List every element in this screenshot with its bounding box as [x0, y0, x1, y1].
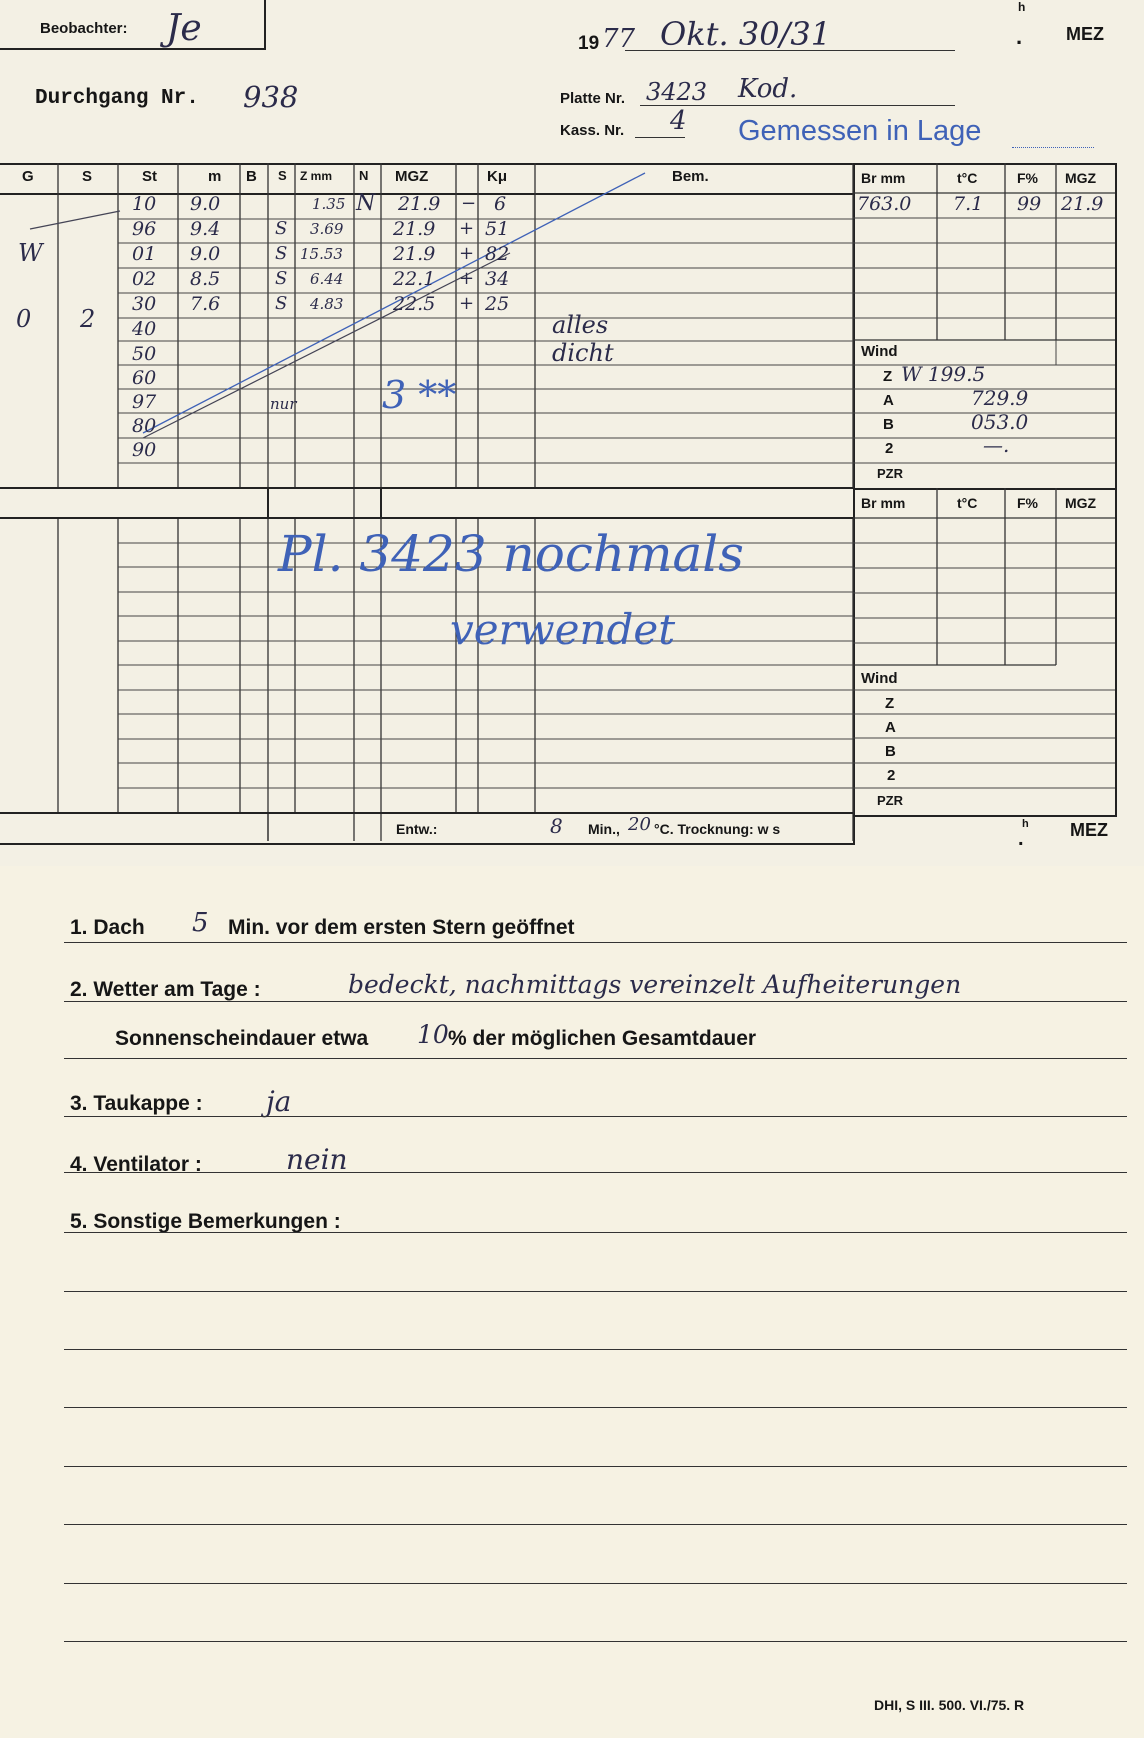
wb-pzr-label: PZR — [877, 793, 903, 808]
date-value: Okt. 30/31 — [660, 15, 832, 53]
weather-top-values — [853, 193, 1115, 493]
plate-value: 3423 — [646, 78, 708, 106]
row-0-n: N — [356, 191, 376, 216]
row-8-st: 97 — [132, 391, 157, 413]
row-3-ksign: + — [459, 268, 475, 289]
header-dot: . — [1016, 24, 1023, 49]
s-mark-2: 2 — [80, 305, 96, 333]
line-12 — [64, 1583, 1127, 1584]
row-3-mgz: 22.1 — [393, 268, 436, 290]
wb-wind-label: Wind — [861, 670, 898, 687]
row-2-mgz: 21.9 — [393, 243, 436, 265]
col-bem: Bem. — [672, 168, 709, 185]
footer-dot: . — [1018, 828, 1024, 850]
wt-a-label: A — [883, 392, 894, 409]
wt-h-t: t°C — [957, 170, 978, 186]
year-prefix: 19 — [578, 33, 600, 54]
item2-value: bedeckt, nachmittags vereinzelt Aufheiterungen — [348, 970, 962, 999]
col-k: Kμ — [487, 168, 508, 185]
row-4-ksign: + — [459, 293, 475, 314]
row-1-s: S — [275, 218, 288, 239]
cassette-underline — [635, 137, 685, 138]
plate-label: Platte Nr. — [560, 90, 626, 107]
row-1-ksign: + — [459, 218, 475, 239]
item5-label: 5. Sonstige Bemerkungen : — [70, 1210, 341, 1233]
row-2-z: 15.53 — [300, 245, 343, 263]
footer-mez: MEZ — [1070, 820, 1108, 840]
row-3-k: 34 — [485, 268, 510, 290]
row-4-m: 7.6 — [190, 293, 221, 315]
pass-value: 938 — [243, 80, 299, 114]
row-9-st: 80 — [132, 415, 157, 437]
col-s2: S — [278, 168, 287, 183]
line-9 — [64, 1407, 1127, 1408]
row-1-mgz: 21.9 — [393, 218, 436, 240]
row-7-st: 60 — [132, 367, 157, 389]
plate-underline — [640, 105, 955, 106]
line-13 — [64, 1641, 1127, 1642]
row-3-m: 8.5 — [190, 268, 221, 290]
row-1-z: 3.69 — [310, 220, 344, 238]
col-n: N — [359, 168, 369, 183]
item1-value: 5 — [192, 908, 209, 938]
sun-pre: Sonnenscheindauer etwa — [115, 1027, 369, 1050]
row-3-s: S — [275, 268, 288, 289]
entw-trocknung: °C. Trocknung: w s — [654, 821, 781, 837]
col-b: B — [246, 168, 257, 185]
wb-h-br: Br mm — [861, 495, 906, 511]
entw-temp: 20 — [628, 814, 651, 835]
wt-h-br: Br mm — [861, 170, 906, 186]
wb-b-label: B — [885, 743, 896, 760]
row-2-k: 82 — [485, 243, 510, 265]
wb-h-mgz: MGZ — [1065, 495, 1097, 511]
observer-label: Beobachter: — [40, 20, 128, 37]
row-10-st: 90 — [132, 439, 157, 461]
note-stars: 3 ** — [382, 373, 457, 417]
wb-2-label: 2 — [887, 767, 896, 784]
row-4-k: 25 — [485, 293, 510, 315]
wt-h-f: F% — [1017, 170, 1038, 186]
wt-b-label: B — [883, 416, 894, 433]
wt-b-value: 053.0 — [971, 410, 1029, 434]
item4-value: nein — [286, 1143, 348, 1176]
obs-rows — [0, 191, 614, 463]
wt-br-value: 763.0 — [857, 193, 912, 215]
line-2 — [64, 1001, 1127, 1002]
row-4-mgz: 22.5 — [393, 293, 436, 315]
row-1-k: 51 — [485, 218, 510, 240]
wt-pzr-label: PZR — [877, 466, 903, 481]
g-mark-0: 0 — [16, 305, 32, 333]
wt-f-value: 99 — [1017, 193, 1042, 215]
plate-extra: Kod. — [738, 74, 798, 104]
line-4 — [64, 1116, 1127, 1117]
line-10 — [64, 1466, 1127, 1467]
row-4-z: 4.83 — [310, 295, 344, 313]
observer-value: Je — [166, 8, 202, 49]
item3-label: 3. Taukappe : — [70, 1092, 203, 1115]
row-2-s: S — [275, 243, 288, 264]
wt-2-value: —. — [983, 433, 1010, 457]
row-3-st: 02 — [132, 268, 157, 290]
form-code: DHI, S III. 500. VI./75. R — [874, 1697, 1025, 1713]
wb-h-t: t°C — [957, 495, 978, 511]
line-5 — [64, 1172, 1127, 1173]
wt-z-value: W 199.5 — [901, 362, 986, 386]
row-5-st: 40 — [132, 318, 157, 340]
line-8 — [64, 1349, 1127, 1350]
footer-h: h — [1022, 818, 1029, 830]
row-1-m: 9.4 — [190, 218, 221, 240]
note-nur: nur — [270, 395, 297, 413]
g-mark-w: W — [18, 239, 43, 267]
stamp-underline — [1012, 147, 1094, 148]
line-1 — [64, 942, 1127, 943]
item4-label: 4. Ventilator : — [70, 1153, 202, 1176]
plate-note-1: Pl. 3423 nochmals — [278, 525, 744, 583]
row-0-mgz: 21.9 — [398, 193, 441, 215]
wt-wind-label: Wind — [861, 343, 898, 360]
wb-h-f: F% — [1017, 495, 1038, 511]
table-footer — [0, 814, 853, 841]
line-3 — [64, 1058, 1127, 1059]
col-g: G — [22, 168, 34, 185]
sun-value: 10 — [417, 1020, 449, 1049]
weather-bottom-lines — [853, 488, 1117, 818]
wt-a-value: 729.9 — [971, 386, 1029, 410]
line-11 — [64, 1524, 1127, 1525]
wt-h-mgz: MGZ — [1065, 170, 1097, 186]
row-6-st: 50 — [132, 343, 157, 365]
row-3-z: 6.44 — [310, 270, 344, 288]
note-alles-dicht: alles dicht — [552, 311, 614, 367]
row-2-st: 01 — [132, 243, 157, 265]
item2-label: 2. Wetter am Tage : — [70, 978, 261, 1001]
header-mez: MEZ — [1066, 24, 1104, 44]
wt-t-value: 7.1 — [953, 193, 984, 215]
col-s: S — [82, 168, 93, 185]
wt-2-label: 2 — [885, 440, 894, 457]
wb-a-label: A — [885, 719, 896, 736]
line-7 — [64, 1291, 1127, 1292]
wt-z-label: Z — [883, 368, 893, 385]
row-2-ksign: + — [459, 243, 475, 264]
header-h-mark: h — [1018, 0, 1026, 14]
row-0-k: 6 — [494, 193, 507, 215]
col-mgz: MGZ — [395, 168, 429, 185]
line-6 — [64, 1232, 1127, 1233]
entw-value: 8 — [550, 814, 563, 838]
item3-value: ja — [266, 1085, 292, 1118]
row-4-st: 30 — [132, 293, 157, 315]
year-suffix: 77 — [602, 24, 636, 54]
date-underline — [625, 50, 955, 51]
pass-label: Durchgang Nr. — [35, 87, 199, 110]
entw-min: Min., — [588, 821, 620, 837]
wb-z-label: Z — [885, 695, 895, 712]
col-z: Z mm — [300, 169, 333, 183]
row-0-ksign: − — [461, 193, 477, 214]
item1-post: Min. vor dem ersten Stern geöffnet — [228, 916, 575, 939]
row-0-m: 9.0 — [190, 193, 221, 215]
col-m: m — [208, 168, 222, 185]
row-2-m: 9.0 — [190, 243, 221, 265]
row-1-st: 96 — [132, 218, 157, 240]
sun-post: % der möglichen Gesamtdauer — [448, 1027, 757, 1050]
col-st: St — [142, 168, 157, 185]
row-0-z: 1.35 — [312, 195, 346, 213]
row-4-s: S — [275, 293, 288, 314]
measured-stamp: Gemessen in Lage — [738, 115, 982, 147]
plate-note-2: verwendet — [450, 605, 676, 654]
row-0-st: 10 — [132, 193, 157, 215]
cassette-value: 4 — [670, 106, 687, 136]
entw-label: Entw.: — [396, 821, 438, 837]
cassette-label: Kass. Nr. — [560, 122, 625, 139]
wt-mgz-value: 21.9 — [1061, 193, 1104, 215]
item1-pre: 1. Dach — [70, 916, 145, 939]
